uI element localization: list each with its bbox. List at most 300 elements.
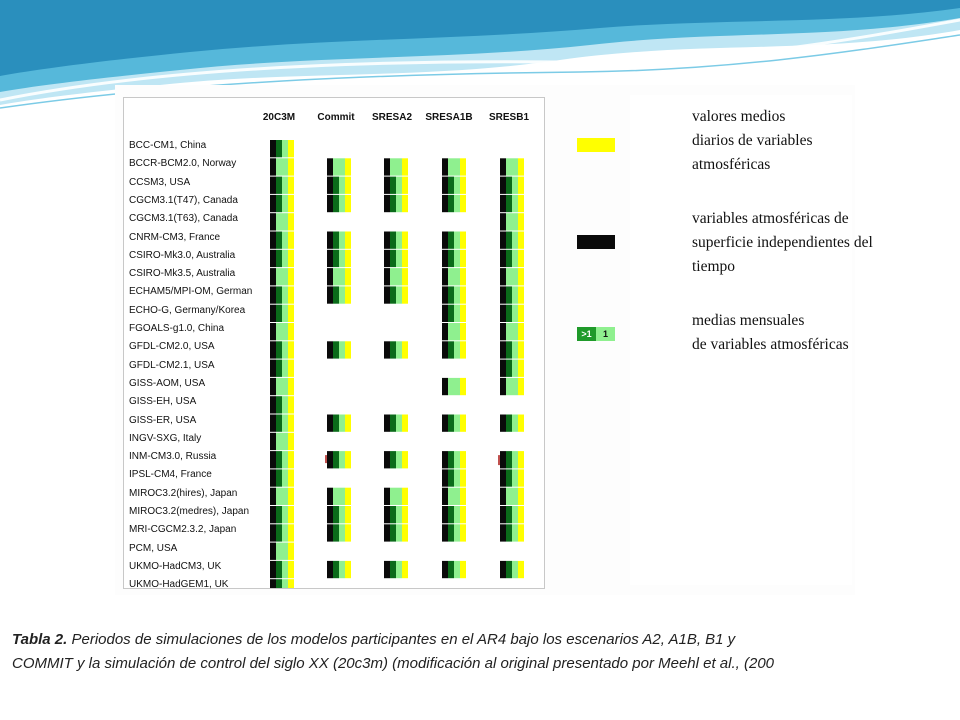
bar-monthly-light [396, 232, 402, 249]
bar-daily [518, 323, 524, 340]
bar-monthly [390, 506, 396, 523]
caption-lead: Tabla 2. [12, 631, 68, 648]
bar-monthly-light [396, 177, 402, 194]
bar-monthly [448, 488, 454, 505]
bar-monthly-light [396, 195, 402, 212]
bar-monthly-light [339, 451, 345, 468]
col-head-sresa1b: SRESA1B [425, 112, 473, 123]
bar-monthly [390, 524, 396, 541]
bar-monthly [390, 415, 396, 432]
bar-monthly [333, 561, 339, 578]
bar-monthly-light [396, 268, 402, 285]
bar-surface [384, 232, 390, 249]
bar-daily [460, 305, 466, 322]
legend-surface-line: superficie independientes del [692, 234, 873, 251]
bar-daily [288, 158, 294, 175]
bar-monthly [333, 195, 339, 212]
bar-surface [442, 232, 448, 249]
model-label: CCSM3, USA [129, 176, 191, 188]
bar-surface [270, 195, 276, 212]
bar-daily [460, 524, 466, 541]
bar-daily [402, 341, 408, 358]
bar-surface [270, 140, 276, 157]
bar-daily [288, 232, 294, 249]
bar-surface [442, 415, 448, 432]
bar-monthly [448, 341, 454, 358]
bar-monthly-light [282, 140, 288, 157]
bar-daily [402, 415, 408, 432]
bar-monthly-light [282, 378, 288, 395]
bar-monthly-light [454, 323, 460, 340]
bar-monthly-light [454, 341, 460, 358]
bar-monthly [506, 488, 512, 505]
bar-monthly [333, 250, 339, 267]
bar-daily [518, 268, 524, 285]
model-label: BCC-CM1, China [129, 140, 207, 151]
legend-surface-line: tiempo [692, 258, 736, 275]
bar-monthly [506, 341, 512, 358]
bar-daily [288, 579, 294, 588]
bar-surface [442, 286, 448, 303]
bar-surface [270, 506, 276, 523]
bar-daily [518, 195, 524, 212]
bar-daily [460, 451, 466, 468]
bar-monthly [448, 286, 454, 303]
bar-monthly-light [512, 250, 518, 267]
bar-daily [460, 232, 466, 249]
bar-daily [402, 488, 408, 505]
bar-monthly-light [282, 195, 288, 212]
bar-daily [402, 561, 408, 578]
bar-surface [384, 451, 390, 468]
bar-monthly-light [454, 250, 460, 267]
model-label: CNRM-CM3, France [129, 231, 221, 243]
bar-monthly-light [339, 177, 345, 194]
bar-daily [518, 250, 524, 267]
bar-monthly [276, 360, 282, 377]
bar-monthly-light [454, 177, 460, 194]
bar-monthly [506, 451, 512, 468]
bar-surface [270, 286, 276, 303]
bar-daily [288, 543, 294, 560]
bar-monthly-light [512, 323, 518, 340]
bar-surface [270, 232, 276, 249]
bar-daily [460, 323, 466, 340]
bar-surface [500, 268, 506, 285]
bar-monthly [276, 268, 282, 285]
bar-monthly-light [396, 415, 402, 432]
bar-monthly-light [282, 506, 288, 523]
bar-daily [402, 232, 408, 249]
bar-monthly [448, 177, 454, 194]
col-head-sresa2: SRESA2 [371, 112, 412, 123]
bar-daily [518, 232, 524, 249]
bar-daily [288, 305, 294, 322]
model-label: CGCM3.1(T63), Canada [129, 213, 238, 225]
bar-monthly [390, 268, 396, 285]
bar-monthly [276, 561, 282, 578]
bar-monthly-light [282, 213, 288, 230]
bar-surface [270, 323, 276, 340]
bar-monthly-light [454, 488, 460, 505]
bar-daily [518, 213, 524, 230]
bar-monthly-light [454, 415, 460, 432]
bar-monthly [448, 561, 454, 578]
bar-surface [384, 415, 390, 432]
legend-panel [630, 95, 873, 585]
bar-surface [500, 561, 506, 578]
figure [115, 85, 873, 595]
bar-monthly-light [512, 341, 518, 358]
bar-surface [384, 561, 390, 578]
model-label: MIROC3.2(medres), Japan [129, 506, 250, 517]
bar-monthly [276, 524, 282, 541]
bar-surface [270, 268, 276, 285]
bar-daily [345, 451, 351, 468]
bar-daily [345, 158, 351, 175]
bar-monthly [506, 561, 512, 578]
bar-surface [270, 360, 276, 377]
bar-monthly [276, 158, 282, 175]
col-head-20c3m: 20C3M [262, 112, 296, 123]
bar-daily [288, 561, 294, 578]
bar-surface [500, 177, 506, 194]
bar-monthly-light [454, 268, 460, 285]
bar-monthly [333, 451, 339, 468]
bar-monthly-light [339, 158, 345, 175]
bar-monthly-light [339, 561, 345, 578]
bar-daily [460, 506, 466, 523]
bar-daily [402, 524, 408, 541]
red-mark [498, 455, 500, 465]
bar-daily [288, 360, 294, 377]
bar-daily [402, 250, 408, 267]
legend-surface-swatch [577, 235, 615, 249]
bar-monthly [390, 158, 396, 175]
bar-monthly [333, 415, 339, 432]
bar-monthly [506, 213, 512, 230]
bar-monthly [390, 488, 396, 505]
bar-surface [270, 177, 276, 194]
bar-monthly-light [454, 469, 460, 486]
bar-daily [288, 213, 294, 230]
bar-monthly-light [512, 524, 518, 541]
bar-surface [500, 378, 506, 395]
bar-monthly [333, 341, 339, 358]
bar-monthly [390, 561, 396, 578]
bar-monthly [448, 378, 454, 395]
bar-monthly [276, 543, 282, 560]
bar-surface [442, 524, 448, 541]
bar-monthly-light [512, 561, 518, 578]
bar-monthly-light [282, 268, 288, 285]
bar-monthly-light [396, 250, 402, 267]
bar-surface [442, 469, 448, 486]
bar-monthly [333, 268, 339, 285]
bar-daily [288, 433, 294, 450]
bar-surface [442, 488, 448, 505]
bar-surface [327, 415, 333, 432]
bar-monthly [506, 232, 512, 249]
legend-daily-line: valores medios [692, 108, 786, 125]
bar-monthly-light [282, 561, 288, 578]
bar-monthly-light [339, 506, 345, 523]
bar-surface [327, 250, 333, 267]
col-head-sresb1: SRESB1 [488, 112, 529, 123]
bar-surface [270, 213, 276, 230]
bar-daily [402, 286, 408, 303]
bar-daily [518, 378, 524, 395]
bar-surface [500, 250, 506, 267]
bar-monthly [276, 469, 282, 486]
model-label: GISS-ER, USA [129, 414, 197, 426]
bar-monthly [390, 232, 396, 249]
bar-monthly-light [282, 360, 288, 377]
legend-surface-text [692, 207, 873, 279]
bar-monthly-light [396, 506, 402, 523]
bar-monthly [276, 506, 282, 523]
legend-monthly-line: medias mensuales [692, 312, 805, 329]
bar-monthly-light [512, 213, 518, 230]
bar-monthly [390, 250, 396, 267]
bar-surface [384, 341, 390, 358]
bar-monthly-light [282, 396, 288, 413]
model-label: PCM, USA [129, 542, 178, 554]
bar-monthly-light [282, 543, 288, 560]
bar-monthly-light [512, 177, 518, 194]
bar-surface [384, 524, 390, 541]
bar-monthly-light [339, 341, 345, 358]
bar-monthly-light [339, 286, 345, 303]
bar-surface [442, 195, 448, 212]
bar-surface [384, 286, 390, 303]
bar-monthly [390, 286, 396, 303]
bar-monthly-light [282, 232, 288, 249]
bar-surface [270, 250, 276, 267]
caption [12, 628, 960, 676]
caption-line2: COMMIT y la simulación de control del siglo XX (20c3m) (modificación al original presentado por Meehl et al., (200 [12, 655, 775, 672]
legend-daily-line: atmosféricas [692, 156, 771, 173]
bar-monthly-light [512, 158, 518, 175]
bar-surface [500, 360, 506, 377]
legend-daily-line: diarios de variables [692, 132, 813, 149]
bar-daily [288, 195, 294, 212]
bar-monthly [276, 579, 282, 588]
bar-daily [345, 415, 351, 432]
bar-surface [500, 524, 506, 541]
bar-surface [270, 341, 276, 358]
bar-monthly-light [282, 488, 288, 505]
bar-monthly-light [396, 561, 402, 578]
bar-monthly-light [282, 286, 288, 303]
bar-monthly [506, 305, 512, 322]
bar-surface [327, 177, 333, 194]
bar-daily [345, 286, 351, 303]
bar-monthly-light [454, 158, 460, 175]
bar-monthly-light [454, 232, 460, 249]
bar-surface [327, 561, 333, 578]
model-label: MIROC3.2(hires), Japan [129, 487, 238, 499]
bar-surface [500, 451, 506, 468]
model-label: MRI-CGCM2.3.2, Japan [129, 524, 237, 536]
bar-daily [402, 506, 408, 523]
bar-monthly [276, 286, 282, 303]
bar-daily [460, 195, 466, 212]
bar-monthly [448, 250, 454, 267]
bar-daily [518, 488, 524, 505]
bar-monthly [448, 415, 454, 432]
bar-monthly-light [282, 524, 288, 541]
bar-surface [270, 561, 276, 578]
bar-surface [500, 506, 506, 523]
bar-surface [384, 177, 390, 194]
bar-monthly-light [339, 268, 345, 285]
model-label: GISS-AOM, USA [129, 377, 206, 389]
bar-monthly-light [396, 158, 402, 175]
bar-monthly-light [339, 524, 345, 541]
bar-daily [402, 158, 408, 175]
bar-monthly [506, 323, 512, 340]
bar-monthly-light [282, 177, 288, 194]
bar-daily [402, 451, 408, 468]
bar-daily [288, 415, 294, 432]
bar-daily [345, 488, 351, 505]
bar-surface [270, 378, 276, 395]
bar-monthly-light [454, 524, 460, 541]
bar-surface [442, 506, 448, 523]
bar-daily [345, 268, 351, 285]
bar-monthly-light [396, 286, 402, 303]
bar-daily [460, 488, 466, 505]
bar-monthly [276, 433, 282, 450]
bar-surface [270, 469, 276, 486]
legend-monthly-swatch [577, 327, 615, 341]
bar-surface [500, 286, 506, 303]
model-label: ECHO-G, Germany/Korea [129, 304, 246, 316]
bar-monthly [333, 488, 339, 505]
bar-surface [327, 286, 333, 303]
legend-daily-text [692, 105, 852, 177]
bar-daily [460, 415, 466, 432]
bar-monthly [276, 305, 282, 322]
bar-surface [327, 524, 333, 541]
bar-daily [288, 268, 294, 285]
bar-monthly [448, 469, 454, 486]
bar-surface [270, 579, 276, 588]
model-label: UKMO-HadCM3, UK [129, 560, 222, 572]
bar-monthly [276, 250, 282, 267]
bar-surface [384, 195, 390, 212]
model-label: GISS-EH, USA [129, 396, 197, 408]
bar-daily [288, 323, 294, 340]
bar-daily [518, 286, 524, 303]
bar-monthly [448, 451, 454, 468]
bar-daily [518, 360, 524, 377]
simulation-table [123, 97, 545, 589]
model-label: BCCR-BCM2.0, Norway [129, 158, 237, 170]
bar-daily [345, 177, 351, 194]
bar-monthly-light [339, 415, 345, 432]
bar-monthly [276, 140, 282, 157]
legend-daily-swatch [577, 138, 615, 152]
bar-monthly [506, 195, 512, 212]
bar-daily [345, 506, 351, 523]
bar-monthly [276, 195, 282, 212]
bar-daily [460, 378, 466, 395]
model-label: UKMO-HadGEM1, UK [129, 579, 229, 591]
bar-monthly [390, 177, 396, 194]
bar-monthly-light [339, 488, 345, 505]
bar-monthly [506, 378, 512, 395]
legend-monthly-swatch-left: >1 [577, 327, 596, 341]
bar-monthly [276, 213, 282, 230]
bar-daily [518, 341, 524, 358]
bar-daily [345, 524, 351, 541]
bar-daily [288, 341, 294, 358]
bar-monthly [276, 177, 282, 194]
bar-monthly-light [454, 305, 460, 322]
bar-surface [442, 268, 448, 285]
bar-monthly [333, 524, 339, 541]
bar-daily [518, 469, 524, 486]
bar-daily [460, 469, 466, 486]
bar-daily [518, 415, 524, 432]
bar-surface [442, 305, 448, 322]
bar-monthly [390, 195, 396, 212]
bar-monthly-light [454, 561, 460, 578]
legend-surface-line: variables atmosféricas de [692, 210, 849, 227]
bar-monthly-light [339, 195, 345, 212]
bar-monthly-light [512, 469, 518, 486]
bar-monthly [506, 360, 512, 377]
bar-surface [442, 378, 448, 395]
bar-surface [327, 341, 333, 358]
model-label: GFDL-CM2.1, USA [129, 359, 215, 371]
bar-surface [270, 451, 276, 468]
bar-daily [288, 378, 294, 395]
bar-monthly-light [339, 250, 345, 267]
bar-monthly-light [282, 415, 288, 432]
bar-monthly [276, 451, 282, 468]
bar-surface [442, 323, 448, 340]
bar-surface [270, 158, 276, 175]
bar-daily [402, 177, 408, 194]
bar-monthly-light [512, 286, 518, 303]
bar-monthly-light [282, 323, 288, 340]
bar-monthly-light [512, 415, 518, 432]
bar-daily [518, 506, 524, 523]
bar-surface [327, 488, 333, 505]
model-label: ECHAM5/MPI-OM, German [129, 286, 253, 298]
bar-surface [384, 268, 390, 285]
model-label: CSIRO-Mk3.0, Australia [129, 249, 236, 261]
bar-daily [518, 177, 524, 194]
bar-monthly-light [282, 451, 288, 468]
bar-monthly-light [454, 286, 460, 303]
bar-daily [345, 341, 351, 358]
bar-daily [402, 268, 408, 285]
bar-monthly [333, 506, 339, 523]
model-label: FGOALS-g1.0, China [129, 323, 225, 334]
bar-monthly [448, 232, 454, 249]
bar-monthly-light [512, 488, 518, 505]
bar-daily [288, 469, 294, 486]
bar-monthly [276, 341, 282, 358]
bar-daily [288, 177, 294, 194]
bar-surface [500, 158, 506, 175]
bar-daily [288, 451, 294, 468]
bar-surface [384, 506, 390, 523]
